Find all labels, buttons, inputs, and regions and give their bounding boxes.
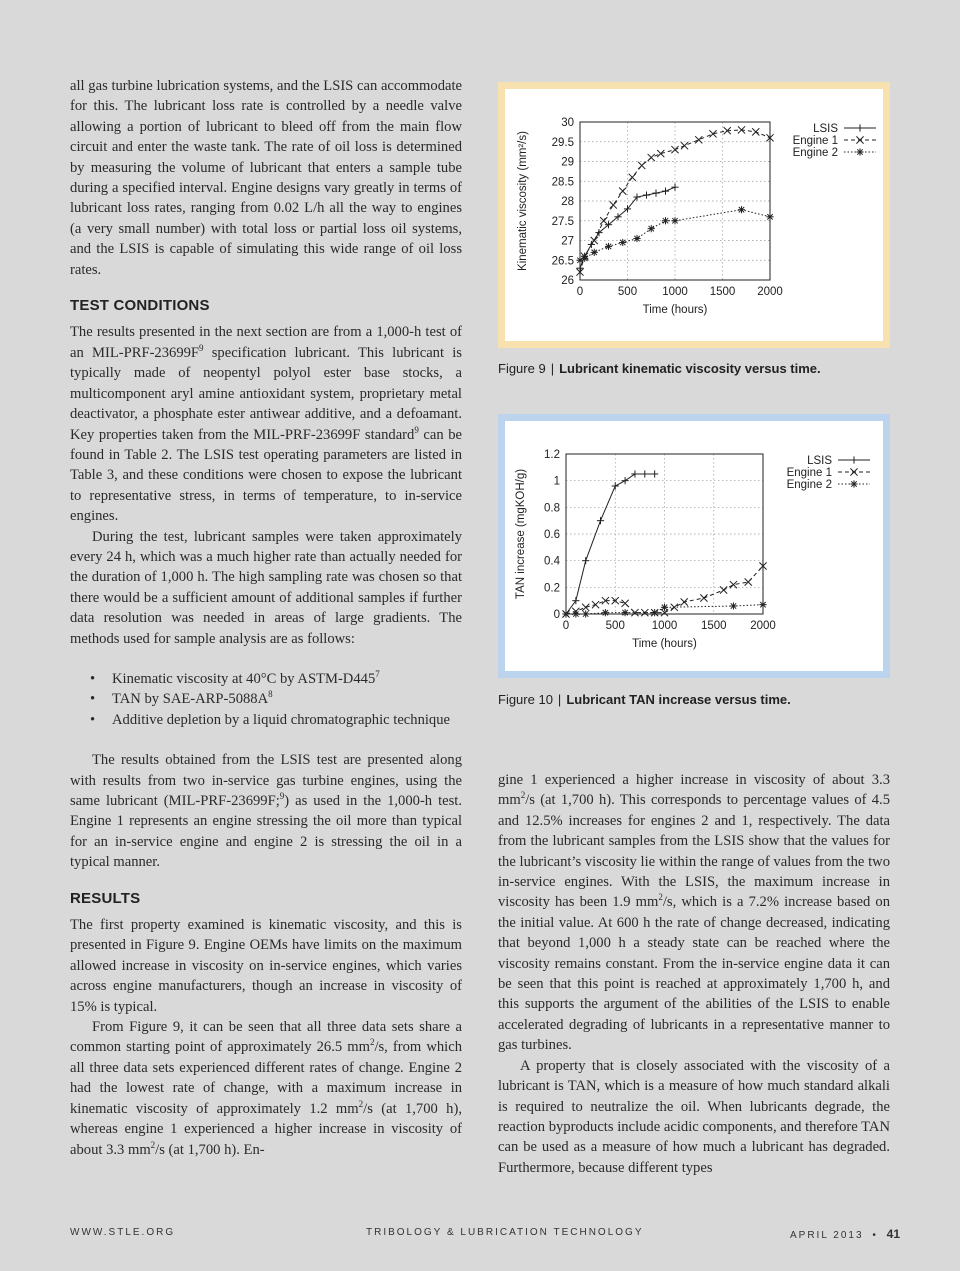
x-tick-label: 1000 — [662, 286, 688, 298]
paragraph: gine 1 experienced a higher increase in viscosity of about 3.3 $mm^2/s$ (at 1,700 h). This corresponds to percentage values of 4.5 and 12.5% increases for engines 2 and 1, respectively. The data from the lubricant samples from the LSIS show that the values for the lubricant’s viscosity lie within the range of values from the two in-service engines. With the LSIS, the maximum increase in viscosity has been 1.9 $mm^2/s$, which is a 7.2% increase based on the initial value. At 600 h the rate of change decreased, indicating that beyond 1,000 h a steady state can be reached where the viscosity remains constant. From the in-service engine data it can be seen that this point is reached at approximately 1,700 h, and this supports the argument of the abilities of the LSIS to enable accelerated degrading of lubricants in a representative manner to gas turbines. — [498, 772, 890, 1054]
y-tick-label: 0.2 — [544, 582, 560, 595]
data-point — [648, 225, 655, 232]
data-point — [661, 604, 668, 611]
section-heading-test-conditions: TEST CONDITIONS — [70, 297, 210, 315]
figure-9-svg — [498, 82, 890, 348]
data-point — [622, 609, 629, 616]
paragraph: From Figure 9, it can be seen that all three data sets share a common starting point of approximately 26.5 $mm^2/s$, from which all three data sets experienced different rates of change. Engine 2 had the lowest rate of change, with a maximum increase in kinematic viscosity of approximately 1.2 $mm^2/s$ (at 1,700 h), whereas engine 1 experienced a higher increase in viscosity of about 3.3 $mm^2/s$ (at 1,700 h). En- — [70, 1019, 462, 1158]
data-point — [730, 602, 737, 609]
data-point — [651, 609, 658, 616]
paragraph: The first property examined is kinematic viscosity, and this is presented in Figure 9. Engine OEMs have limits on the maximum allowed increase in viscosity on in-service engines, which varies across engine manufacturers, though an increase in viscosity of 15% is typical. — [70, 917, 462, 1015]
y-tick-label: 26 — [561, 275, 574, 287]
data-point — [591, 249, 598, 256]
x-tick-label: 1500 — [709, 286, 736, 298]
y-tick-label: 27.5 — [551, 215, 574, 228]
y-tick-label: 0 — [553, 609, 560, 621]
data-point — [619, 239, 626, 246]
legend-marker — [850, 480, 857, 487]
data-point — [671, 217, 678, 224]
y-tick-label: 28.5 — [551, 176, 574, 189]
y-axis-label: TAN increase (mgKOH/g) — [515, 468, 527, 600]
left-column — [70, 76, 462, 1160]
footer-journal-title: TRIBOLOGY & LUBRICATION TECHNOLOGY — [366, 1227, 644, 1238]
x-tick-label: 2000 — [750, 620, 776, 632]
x-tick-label: 2000 — [757, 286, 783, 298]
figure-10-caption: Figure 10 | Lubricant TAN increase versus time. — [498, 692, 791, 707]
legend-label: Engine 1 — [786, 467, 832, 479]
data-point — [581, 255, 588, 262]
paragraph: all gas turbine lubrication systems, and the LSIS can accommodate for this. The lubricant loss rate is controlled by a needle valve allowing a portion of lubricant to bleed off from the main flow circuit and enter the waste tank. The rate of oil loss is determined by measuring the volume of lubricant that enters a sample tube during a specified interval. Engine designs vary greatly in terms of lubricant loss rates, ranging from 0.02 L/h all the way to engines (a very small number) with total loss or partial loss oil systems, and the LSIS is capable of simulating this wide range of oil loss rates. — [70, 78, 462, 278]
legend-label: Engine 1 — [792, 135, 838, 147]
paragraph: A property that is closely associated with the viscosity of a lubricant is TAN, which is a measure of how much standard alkali is required to neutralize the oil. When lubricants degrade, the reaction byproducts include acidic components, and therefore TAN can be used as a measure of how much a lubricant has degraded. Furthermore, because different types — [498, 1057, 890, 1176]
data-point — [759, 601, 766, 608]
data-point — [562, 610, 569, 617]
y-tick-label: 0.4 — [544, 555, 560, 568]
legend-label: Engine 2 — [792, 147, 838, 159]
list-item: • Additive depletion by a liquid chromatographic technique — [90, 710, 462, 730]
data-point — [602, 609, 609, 616]
y-tick-label: 28 — [561, 196, 574, 208]
data-point — [662, 217, 669, 224]
x-tick-label: 0 — [576, 286, 584, 298]
paragraph: The results obtained from the LSIS test are presented along with results from two in-service gas turbine engines, using the same lubricant (MIL-PRF-23699F;$^9$) as used in the 1,000-h test. Engine 1 represents an engine stressing the oil more than typical for an in-service engine and engine 2 is stressing the oil in a typical manner. — [70, 752, 462, 871]
x-tick-label: 1000 — [651, 620, 678, 632]
data-point — [633, 235, 640, 242]
x-tick-label: 500 — [605, 620, 625, 632]
data-point — [605, 243, 612, 250]
y-tick-label: 29 — [561, 156, 574, 169]
x-axis-label: Time (hours) — [642, 304, 708, 316]
y-tick-label: 29.5 — [551, 136, 574, 149]
data-point — [572, 610, 579, 617]
method-list — [70, 669, 462, 730]
y-tick-label: 1 — [553, 475, 560, 488]
x-axis-label: Time (hours) — [632, 638, 697, 650]
x-tick-label: 1500 — [700, 620, 727, 632]
x-tick-label: 0 — [562, 620, 570, 632]
legend-label: LSIS — [807, 455, 832, 467]
data-point — [738, 206, 745, 213]
y-tick-label: 30 — [561, 117, 574, 129]
figure-10-chart — [498, 414, 890, 678]
y-tick-label: 0.6 — [544, 529, 560, 541]
y-tick-label: 0.8 — [544, 502, 560, 515]
paragraph: The results presented in the next section are from a 1,000-h test of an MIL-$PRF-23699F^9$ specification lubricant. This lubricant is typically made of neopentyl polyol ester base stocks, a multicomponent aryl amine antioxidant system, proprietary metal deactivator, a phosphate ester antiwear additive, and a defoamant. Key properties taken from the MIL-PRF-23699F standard$^9$ can be found in Table 2. The LSIS test operating parameters are listed in Table 3, and these conditions were chosen to expose the lubricant to representative stress, in terms of temperature, to in-service engines. — [70, 324, 462, 525]
list-item: • Kinematic viscosity at 40°C by ASTM-$D445^7$ — [90, 669, 462, 689]
legend-marker — [856, 148, 863, 155]
x-tick-label: 500 — [617, 286, 638, 298]
page-number: 41 — [886, 1227, 900, 1241]
paragraph: During the test, lubricant samples were taken approximately every 24 h, which was a much higher rate than actually needed for the duration of 1,000 h. The high sampling rate was chosen so that there would be a sufficient amount of additional samples if further data resolution was needed in areas of large gradients. The methods used for sample analysis are as follows: — [70, 528, 462, 647]
footer-website: WWW.STLE.ORG — [70, 1227, 176, 1238]
list-item: • TAN by SAE-$ARP-5088A^8$ — [90, 689, 462, 709]
legend-label: Engine 2 — [786, 479, 832, 491]
data-point — [582, 610, 589, 617]
figure-10-svg — [498, 414, 890, 678]
figure-9-chart — [498, 82, 890, 348]
y-axis-label: Kinematic viscosity (mm²/s) — [517, 131, 529, 271]
footer-date: APRIL 2013 • 41 — [790, 1227, 900, 1241]
figure-9-caption: Figure 9 | Lubricant kinematic viscosity versus time. — [498, 361, 821, 376]
section-heading-results: RESULTS — [70, 889, 141, 907]
right-column — [498, 770, 890, 1178]
y-tick-label: 27 — [561, 235, 574, 248]
legend-label: LSIS — [813, 123, 838, 135]
y-tick-label: 1.2 — [544, 449, 560, 461]
y-tick-label: 26.5 — [551, 255, 574, 268]
data-point — [766, 213, 773, 220]
